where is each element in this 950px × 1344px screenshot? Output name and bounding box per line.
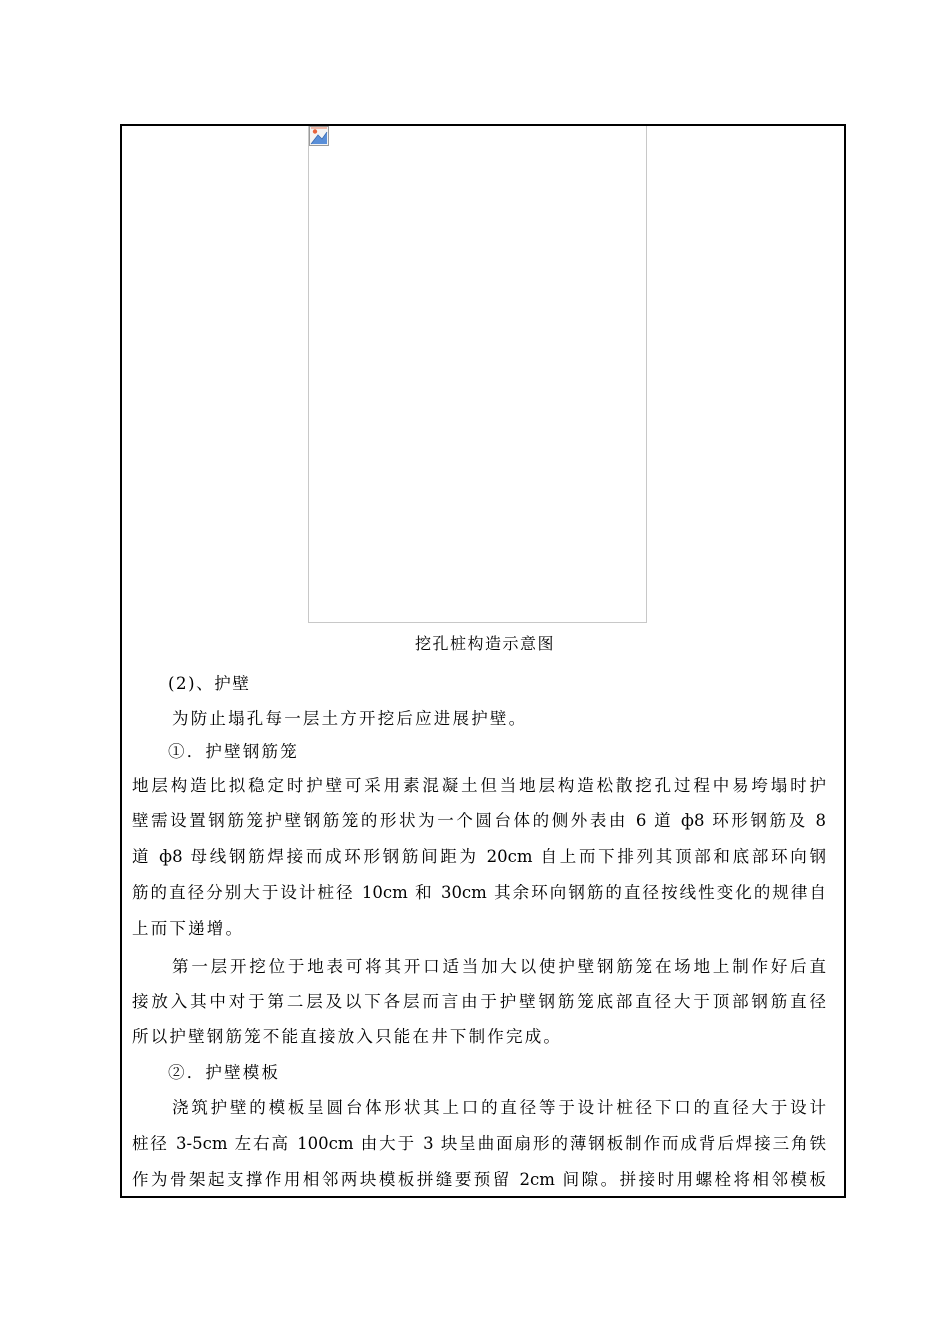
paragraph-3-line: 桩径 3-5cm 左右高 100cm 由大于 3 块呈曲面扇形的薄钢板制作而成背后焊接三角铁 (132, 1134, 826, 1153)
paragraph-2-line: 接放入其中对于第二层及以下各层而言由于护壁钢筋笼底部直径大于顶部钢筋直径 (132, 992, 826, 1011)
section-heading-2: (2)、护壁 (168, 674, 251, 693)
subsection-title-2: ②．护壁模板 (168, 1063, 281, 1082)
figure-image-placeholder (308, 126, 647, 623)
paragraph-1-line: 壁需设置钢筋笼护壁钢筋笼的形状为一个圆台体的侧外表由 6 道 ф8 环形钢筋及 8 (132, 811, 826, 830)
paragraph-2-line: 所以护壁钢筋笼不能直接放入只能在井下制作完成。 (132, 1027, 563, 1046)
paragraph-1-line: 筋的直径分别大于设计桩径 10cm 和 30cm 其余环向钢筋的直径按线性变化的规律自 (132, 883, 826, 902)
paragraph-3-line: 浇筑护壁的模板呈圆台体形状其上口的直径等于设计桩径下口的直径大于设计 (172, 1098, 826, 1117)
paragraph-1-line: 上而下递增。 (132, 919, 245, 938)
paragraph-2-line: 第一层开挖位于地表可将其开口适当加大以使护壁钢筋笼在场地上制作好后直 (172, 957, 826, 976)
broken-image-icon (309, 126, 329, 146)
paragraph-1-line: 道 ф8 母线钢筋焊接而成环形钢筋间距为 20cm 自上而下排列其顶部和底部环向钢 (132, 847, 826, 866)
section-intro: 为防止塌孔每一层土方开挖后应进展护壁。 (172, 709, 528, 728)
document-frame (120, 124, 846, 1198)
figure-caption: 挖孔桩构造示意图 (414, 634, 555, 653)
subsection-title-1: ①．护壁钢筋笼 (168, 742, 299, 761)
paragraph-3-line: 作为骨架起支撑作用相邻两块模板拼缝要预留 2cm 间隙。拼接时用螺栓将相邻模板 (132, 1170, 826, 1189)
paragraph-1-line: 地层构造比拟稳定时护壁可采用素混凝土但当地层构造松散挖孔过程中易垮塌时护 (132, 776, 826, 795)
